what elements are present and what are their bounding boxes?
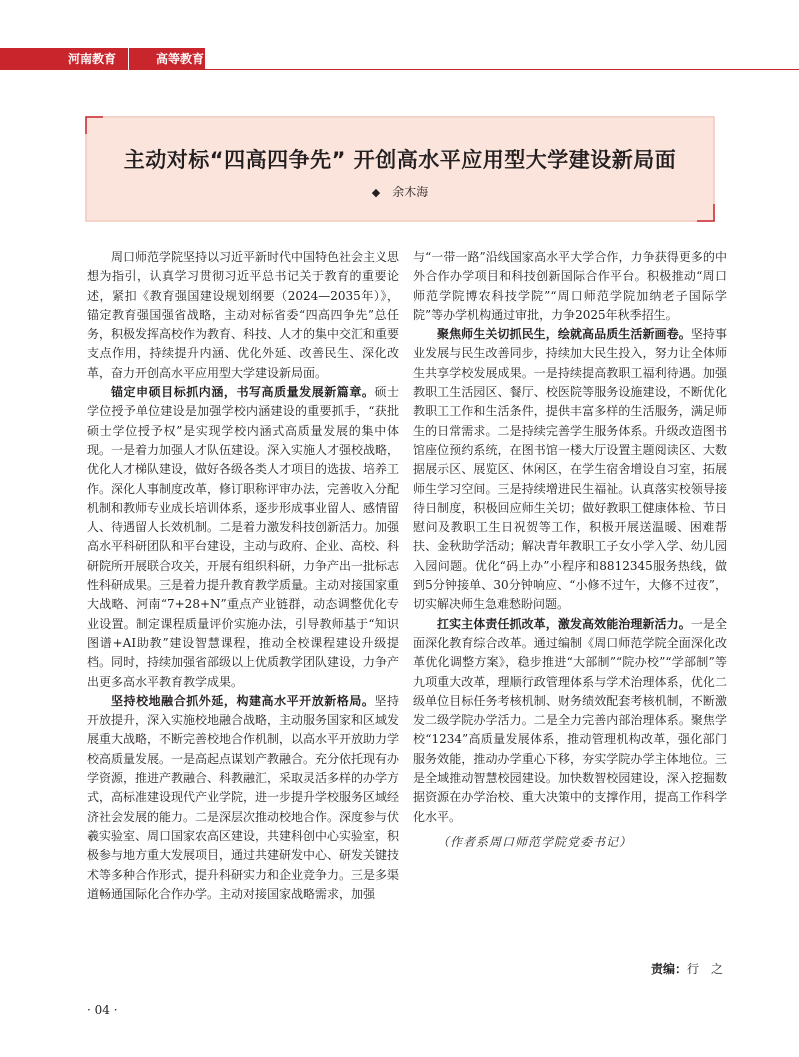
body-column-right [413, 248, 727, 852]
editor-credit [413, 960, 723, 977]
paragraph-lead: 锚定申硕目标抓内涵，书写高质量发展新篇章。 [111, 385, 375, 400]
paragraph-lead: 坚持校地融合抓外延，构建高水平开放新格局。 [111, 693, 375, 708]
section-tag-secondary: 高等教育 [156, 52, 205, 66]
paragraph: 坚持校地融合抓外延，构建高水平开放新格局。坚持开放提升，深入实施校地融合战略，主动服务国家和区域发展重大战略，不断完善校地合作机制，以高水平开放助力学校高质量发展。一是高起点谋划产教融合。充分依托现有办学资源，推进产教融合、科教融汇，采取灵活多样的办学方式，高标准建设现代产业学院，进一步提升学校服务区域经济社会发展的能力。二是深层次推动校地合作。深度参与伏羲实验室、周口国家农高区建设，共建科创中心实验室，积极参与地方重大发展项目，通过共建研发中心、研发关键技术等多种合作形式，提升科研实力和企业竞争力。三是多渠道畅通国际化合作办学。主动对接国家战略需求，加强 [87, 693, 400, 901]
magazine-header [0, 48, 799, 70]
paragraph: 锚定申硕目标抓内涵，书写高质量发展新篇章。硕士学位授予单位建设是加强学校内涵建设的重要抓手，“获批硕士学位授予权”是实现学校内涵式高质量发展的集中体现。一是着力加强人才队伍建设。深入实施人才强校战略，优化人才梯队建设，做好各级各类人才项目的选拔、培养工作。深化人事制度改革，修订职称评审办法，完善收入分配机制和教师专业成长培训体系，逐步形成事业留人、感情留人、待遇留人长效机制。二是着力激发科技创新活力。加强高水平科研团队和平台建设，主动与政府、企业、高校、科研院所开展联合攻关，开展有组织科研，力争产出一批标志性科研成果。三是着力提升教育教学质量。主动对接国家重大战略、河南“7+28+N”重点产业链群，动态调整优化专业设置。制定课程质量评价实施办法，引导教师基于“知识图谱+AI助教”建设智慧课程，推动全校课程建设升级提档。同时，持续加强省部级以上优质教学团队建设，力争产出更多高水平教育教学成果。 [87, 385, 400, 689]
paragraph: 周口师范学院坚持以习近平新时代中国特色社会主义思想为指引，认真学习贯彻习近平总书记关于教育的重要论述，紧扣《教育强国建设规划纲要（2024—2035年）》，锚定教育强国强省战略，主动对标省委“四高四争先”总任务，积极发挥高校作为教育、科技、人才的集中交汇和重要支点作用，持续提升内涵、优化外延、改善民生、深化改革，奋力开创高水平应用型大学建设新局面。 [87, 250, 400, 380]
byline [85, 183, 715, 200]
article-title: 主动对标“四高四争先” 开创高水平应用型大学建设新局面 [123, 148, 677, 172]
header-rule [205, 69, 799, 70]
paragraph: 扛实主体责任抓改革，激发高效能治理新活力。一是全面深化教育综合改革。通过编制《周口师范学院全面深化改革优化调整方案》，稳步推进“大部制”“院办校”“学部制”等九项重大改革，理顺行政管理体系与学术治理体系，优化二级单位目标任务考核机制、财务绩效配套考核机制，不断激发二级学院办学活力。二是全力完善内部治理体系。聚焦学校“1234”高质量发展体系，推动管理机构改革，强化部门服务效能，推动办学重心下移，夯实学院办学主体地位。三是全域推动智慧校园建设。加快数智校园建设，深入挖掘数据资源在办学治校、重大决策中的支撑作用，提高工作科学化水平。 [413, 616, 727, 824]
author-name: 余木海 [392, 185, 429, 199]
diamond-icon: ◆ [371, 186, 381, 199]
paragraph-lead: 聚焦师生关切抓民生，绘就高品质生活新画卷。 [437, 327, 691, 342]
paragraph: 与“一带一路”沿线国家高水平大学合作，力争获得更多的中外合作办学项目和科技创新国际合作平台。积极推动“周口师范学院博农科技学院”“周口师范学院加纳老子国际学院”等办学机构通过审批，力争2025年秋季招生。 [413, 250, 727, 322]
page-number: · 04 · [87, 1003, 118, 1017]
editor-label: 责编： [650, 962, 687, 976]
author-note: （作者系周口师范学院党委书记） [437, 834, 633, 849]
body-column-left [87, 248, 399, 904]
paragraph: 聚焦师生关切抓民生，绘就高品质生活新画卷。坚持事业发展与民生改善同步，持续加大民生投入，努力让全体师生共享学校发展成果。一是持续提高教职工福利待遇。加强教职工生活园区、餐厅、校医院等服务设施建设，不断优化教职工工作和生活条件，提供丰富多样的生活服务，满足师生的日常需求。二是持续完善学生服务体系。升级改造图书馆座位预约系统，在图书馆一楼大厅设置主题阅读区、大数据展示区、展览区、休闲区，在学生宿舍增设自习室，拓展师生学习空间。三是持续增进民生福祉。认真落实校领导接待日制度，积极回应师生关切；做好教职工健康体检、节日慰问及教职工生日祝贺等工作，积极开展送温暖、困难帮扶、金秋助学活动；解决青年教职工子女小学入学、幼儿园入园问题。优化“码上办”小程序和8812345服务热线，做到5分钟接单、30分钟响应、“小修不过午，大修不过夜”，切实解决师生急难愁盼问题。 [413, 327, 727, 612]
section-tag-primary: 河南教育 [58, 48, 129, 70]
editor-name: 行 之 [686, 962, 723, 976]
paragraph-lead: 扛实主体责任抓改革，激发高效能治理新活力。 [437, 616, 691, 631]
